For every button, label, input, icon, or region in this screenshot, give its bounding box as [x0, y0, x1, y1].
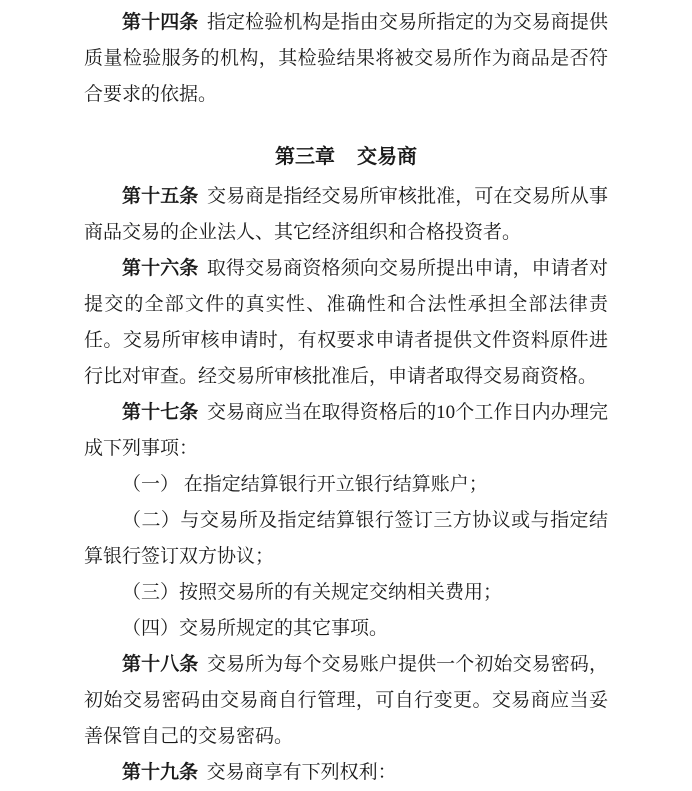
article-18-number: 第十八条 — [122, 654, 199, 675]
article-17-text: 交易商应当在取得资格后的10个工作日内办理完成下列事项： — [84, 402, 608, 459]
article-14-text: 指定检验机构是指由交易所指定的为交易商提供质量检验服务的机构，其检验结果将被交易所作为商品是否符合要求的依据。 — [84, 12, 608, 105]
article-18 — [84, 647, 608, 755]
article-19 — [84, 755, 608, 791]
article-16 — [84, 251, 608, 395]
article-15 — [84, 179, 608, 251]
article-17-item-2: （二）与交易所及指定结算银行签订三方协议或与指定结算银行签订双方协议； — [84, 510, 608, 567]
article-14-number: 第十四条 — [122, 12, 199, 33]
article-15-text: 交易商是指经交易所审核批准，可在交易所从事商品交易的企业法人、其它经济组织和合格投资者。 — [84, 186, 608, 243]
article-17-item-4: （四）交易所规定的其它事项。 — [122, 618, 389, 639]
article-17-item-1: （一） 在指定结算银行开立银行结算账户； — [122, 474, 488, 495]
article-19-number: 第十九条 — [122, 762, 199, 783]
article-16-text: 取得交易商资格须向交易所提出申请，申请者对提交的全部文件的真实性、准确性和合法性承担全部法律责任。交易所审核申请时，有权要求申请者提供文件资料原件进行比对审查。经交易所审核批准后，申请者取得交易商资格。 — [84, 258, 608, 387]
article-17-number: 第十七条 — [122, 402, 199, 423]
article-17-item-3: （三）按照交易所的有关规定交纳相关费用； — [122, 582, 503, 603]
chapter-3-number: 第三章 — [275, 146, 335, 168]
article-16-number: 第十六条 — [122, 258, 199, 279]
article-17 — [84, 395, 608, 467]
chapter-3-title: 交易商 — [357, 146, 417, 168]
article-19-text: 交易商享有下列权利： — [206, 762, 397, 783]
article-18-text: 交易所为每个交易账户提供一个初始交易密码，初始交易密码由交易商自行管理，可自行变更。交易商应当妥善保管自己的交易密码。 — [84, 654, 608, 747]
article-14 — [84, 5, 608, 113]
article-15-number: 第十五条 — [122, 186, 199, 207]
chapter-3-heading — [84, 139, 608, 175]
